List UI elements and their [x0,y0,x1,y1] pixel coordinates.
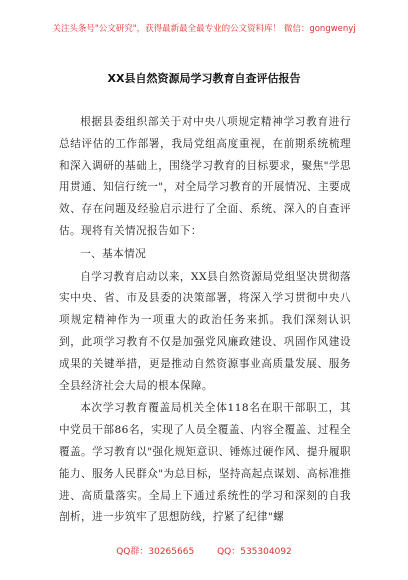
document-title: XX县自然资源局学习教育自查评估报告 [107,72,301,85]
section-heading-basic-situation: 一、基本情况 [80,247,147,260]
document-body [59,112,351,529]
paragraph-background: 自学习教育启动以来，XX县自然资源局党组坚决贯彻落实中央、省、市及县委的决策部署，将深入学习贯彻中央八项规定精神作为一项重大的政治任务来抓。我们深刻认识到，此项学习教育不仅是加强党风廉政建设、巩固作风建设成果的关键举措，更是推动自然资源事业高质量发展、服务全县经济社会大局的根本保障。 [59,270,351,392]
paragraph-coverage: 本次学习教育覆盖局机关全体118名在职干部职工，其中党员干部86名，实现了人员全覆盖、内容全覆盖、过程全覆盖。学习教育以"强化规矩意识、锤炼过硬作风、提升履职能力、服务人民群众"为总目标，坚持高起点谋划、高标准推进、高质量落实。全局上下通过系统性的学习和深刻的自我剖析，进一步筑牢了思想防线，拧紧了纪律"螺 [59,402,351,524]
contact-footer: QQ群：30265665 QQ：535304092 [116,547,292,557]
paragraph-intro: 根据县委组织部关于对中央八项规定精神学习教育进行总结评估的工作部署，我局党组高度重视，在前期系统梳理和深入调研的基础上，围绕学习教育的目标要求，聚焦"学思用贯通、知信行统一"，对全局学习教育的开展情况、主要成效、存在问题及经验启示进行了全面、系统、深入的自查评估。现将有关情况报告如下： [59,116,351,237]
promo-banner: 关注头条号"公文研究"，获得最新最全最专业的公文资料库！ 微信：gongwenyj [52,24,356,34]
